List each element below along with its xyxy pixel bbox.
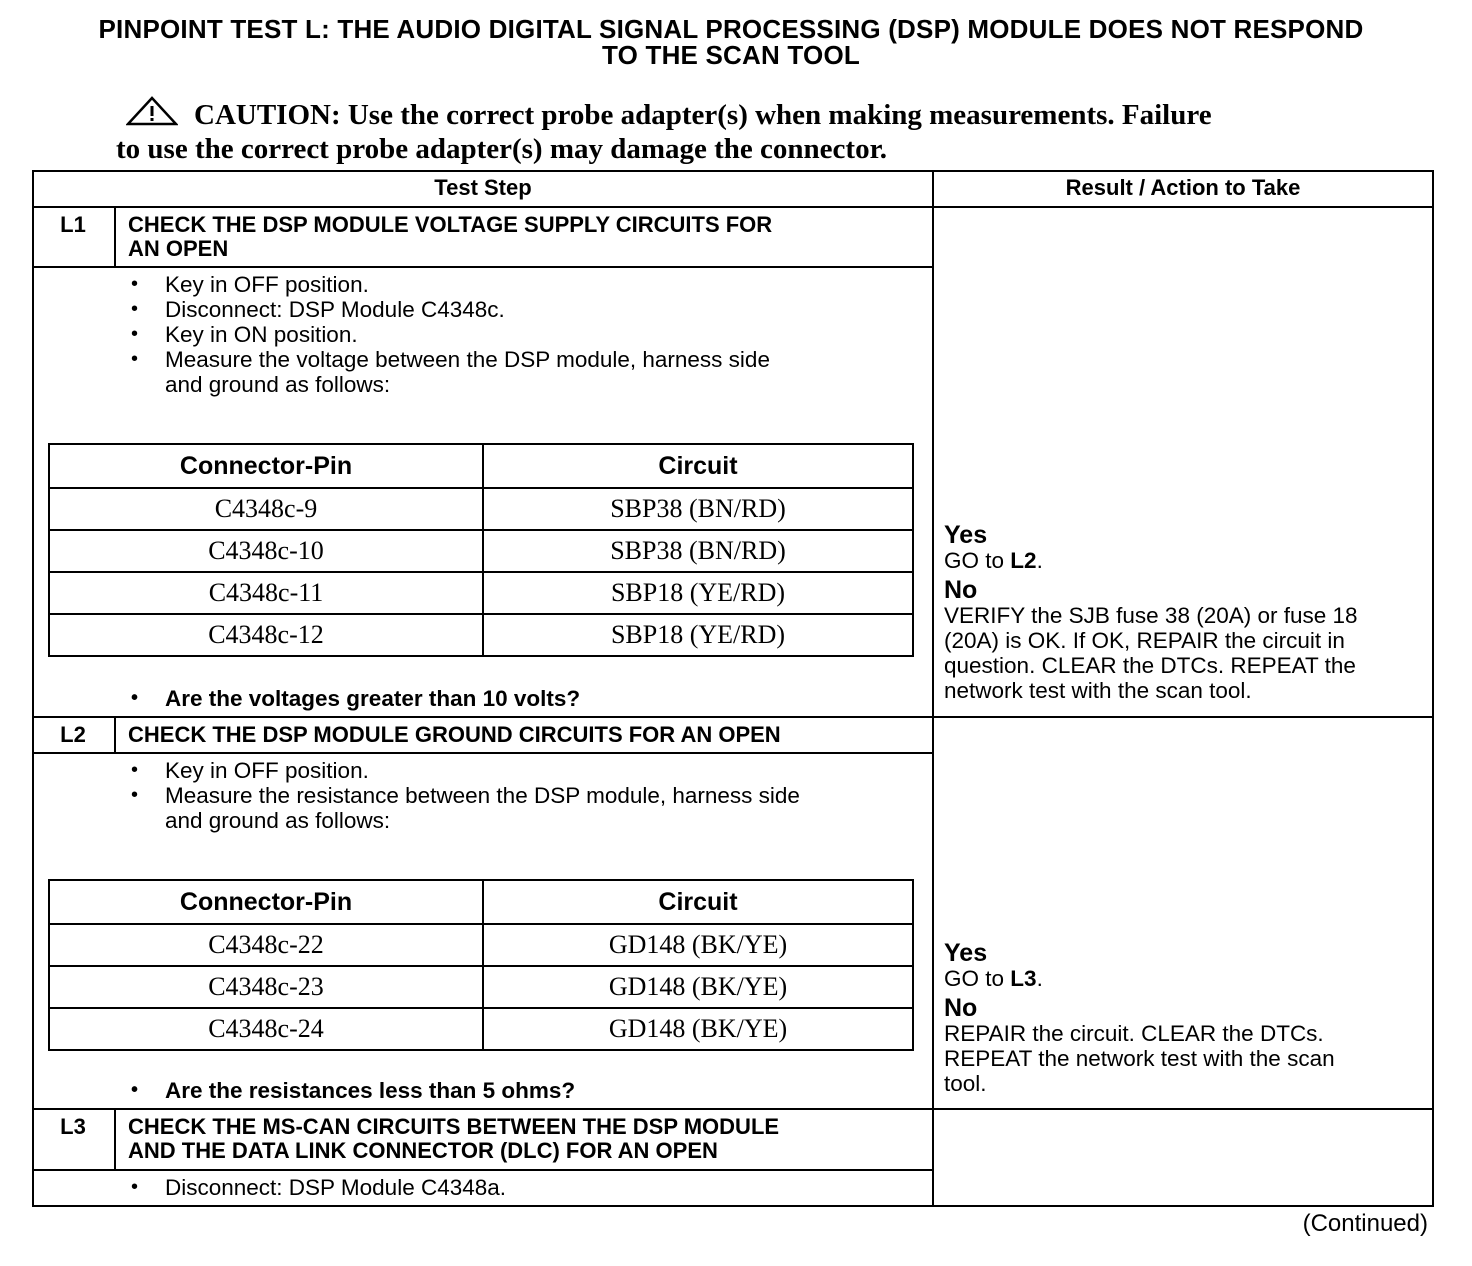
l1-instructions xyxy=(131,272,921,397)
list-item: • Disconnect: DSP Module C4348c. xyxy=(131,297,921,322)
l1-id-divider xyxy=(114,206,116,268)
caution-line-2: to use the correct probe adapter(s) may damage the connector. xyxy=(116,133,888,165)
caution-notice xyxy=(116,96,1316,165)
table-row: C4348c-22 GD148 (BK/YE) xyxy=(49,924,913,966)
list-item: • Key in OFF position. xyxy=(131,272,921,297)
no-line: question. CLEAR the DTCs. REPEAT the xyxy=(944,653,1356,678)
step-title-l1: CHECK THE DSP MODULE VOLTAGE SUPPLY CIRCUITS FOR AN OPEN xyxy=(128,212,773,261)
table-row: C4348c-23 GD148 (BK/YE) xyxy=(49,966,913,1008)
list-item: and ground as follows: xyxy=(165,808,391,833)
l3-instructions xyxy=(131,1175,921,1200)
l2-result xyxy=(944,940,1424,1096)
no-line: REPEAT the network test with the scan xyxy=(944,1046,1335,1071)
continued-note: (Continued) xyxy=(1302,1210,1428,1237)
l3-id-divider xyxy=(114,1108,116,1171)
l2-question xyxy=(131,1078,921,1103)
pin-header-connector: Connector-Pin xyxy=(49,880,483,924)
question-text: • Are the voltages greater than 10 volts? xyxy=(131,686,921,711)
pin-header-circuit: Circuit xyxy=(483,880,913,924)
step-id-l3: L3 xyxy=(60,1114,86,1139)
header-result: Result / Action to Take xyxy=(1065,175,1301,200)
table-row: C4348c-11 SBP18 (YE/RD) xyxy=(49,572,913,614)
no-line: tool. xyxy=(944,1071,987,1096)
l2-title-divider xyxy=(32,752,934,754)
pin-header-connector: Connector-Pin xyxy=(49,444,483,488)
step-id-l1: L1 xyxy=(60,212,86,237)
header-test-step: Test Step xyxy=(434,175,532,200)
header-divider xyxy=(32,206,1434,208)
list-item: • Key in OFF position. xyxy=(131,758,921,783)
l3-title-divider xyxy=(32,1169,934,1171)
step-title-l3: CHECK THE MS-CAN CIRCUITS BETWEEN THE DSP MODULE AND THE DATA LINK CONNECTOR (DLC) FOR AN OPEN xyxy=(128,1114,780,1163)
table-row: C4348c-9 SBP38 (BN/RD) xyxy=(49,488,913,530)
no-line: REPAIR the circuit. CLEAR the DTCs. xyxy=(944,1021,1324,1046)
yes-label: Yes xyxy=(944,939,988,967)
pin-header-circuit: Circuit xyxy=(483,444,913,488)
list-item: • Key in ON position. xyxy=(131,322,921,347)
l2-id-divider xyxy=(114,716,116,754)
l2-l3-divider xyxy=(32,1108,1434,1110)
no-line: VERIFY the SJB fuse 38 (20A) or fuse 18 xyxy=(944,603,1358,628)
l1-question xyxy=(131,686,921,711)
l2-pin-table xyxy=(48,879,914,1051)
question-text: • Are the resistances less than 5 ohms? xyxy=(131,1078,921,1103)
title-line-2: TO THE SCAN TOOL xyxy=(602,40,860,70)
l2-instructions xyxy=(131,758,921,833)
list-item: • Measure the voltage between the DSP module, harness side xyxy=(131,347,921,372)
l1-title-divider xyxy=(32,266,934,268)
step-title-l2: CHECK THE DSP MODULE GROUND CIRCUITS FOR AN OPEN xyxy=(128,722,781,747)
title-line-1: PINPOINT TEST L: THE AUDIO DIGITAL SIGNAL PROCESSING (DSP) MODULE DOES NOT RESPOND xyxy=(98,14,1364,44)
yes-action: GO to L3. xyxy=(944,966,1043,991)
list-item: and ground as follows: xyxy=(165,372,391,397)
table-row: C4348c-12 SBP18 (YE/RD) xyxy=(49,614,913,656)
table-row: C4348c-10 SBP38 (BN/RD) xyxy=(49,530,913,572)
no-line: network test with the scan tool. xyxy=(944,678,1252,703)
table-row: C4348c-24 GD148 (BK/YE) xyxy=(49,1008,913,1050)
column-divider xyxy=(932,170,934,1207)
l1-pin-table xyxy=(48,443,914,657)
no-label: No xyxy=(944,994,978,1022)
yes-label: Yes xyxy=(944,521,988,549)
page-title xyxy=(0,16,1462,68)
list-item: • Measure the resistance between the DSP module, harness side xyxy=(131,783,921,808)
step-id-l2: L2 xyxy=(60,722,86,747)
warning-triangle-icon xyxy=(126,96,178,133)
list-item: • Disconnect: DSP Module C4348a. xyxy=(131,1175,921,1200)
l1-result xyxy=(944,522,1424,703)
no-label: No xyxy=(944,576,978,604)
caution-line-1: CAUTION: Use the correct probe adapter(s) when making measurements. Failure xyxy=(194,99,1212,131)
l1-l2-divider xyxy=(32,716,1434,718)
no-line: (20A) is OK. If OK, REPAIR the circuit in xyxy=(944,628,1345,653)
yes-action: GO to L2. xyxy=(944,548,1043,573)
